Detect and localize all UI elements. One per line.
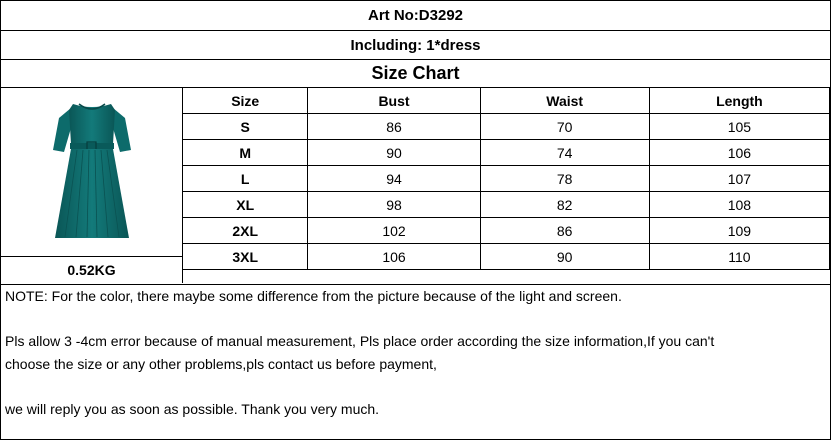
size-cell: 2XL xyxy=(183,218,308,244)
bust-cell: 106 xyxy=(308,244,480,270)
size-table xyxy=(182,87,830,270)
bust-cell: 102 xyxy=(308,218,480,244)
length-cell: 107 xyxy=(649,166,829,192)
size-cell: XL xyxy=(183,192,308,218)
length-cell: 109 xyxy=(649,218,829,244)
waist-cell: 78 xyxy=(480,166,649,192)
measurement-note-line2: choose the size or any other problems,pls contact us before payment, xyxy=(5,356,437,372)
weight-label: 0.52KG xyxy=(67,262,116,278)
bust-cell: 98 xyxy=(308,192,480,218)
header-length: Length xyxy=(649,88,829,114)
table-header-row xyxy=(183,88,830,114)
table-row xyxy=(183,114,830,140)
size-chart-title: Size Chart xyxy=(1,60,830,88)
size-cell: M xyxy=(183,140,308,166)
notes-section xyxy=(1,284,830,440)
table-row xyxy=(183,140,830,166)
length-cell: 110 xyxy=(649,244,829,270)
waist-cell: 70 xyxy=(480,114,649,140)
color-note: NOTE: For the color, there maybe some difference from the picture because of the light and screen. xyxy=(5,288,622,304)
including-line: Including: 1*dress xyxy=(1,31,830,60)
waist-cell: 86 xyxy=(480,218,649,244)
waist-cell: 90 xyxy=(480,244,649,270)
product-image-cell xyxy=(1,88,182,257)
header-size: Size xyxy=(183,88,308,114)
size-cell: S xyxy=(183,114,308,140)
art-number: Art No:D3292 xyxy=(1,1,830,31)
table-row xyxy=(183,192,830,218)
table-row xyxy=(183,218,830,244)
table-row xyxy=(183,244,830,270)
bust-cell: 86 xyxy=(308,114,480,140)
waist-cell: 82 xyxy=(480,192,649,218)
waist-cell: 74 xyxy=(480,140,649,166)
dress-image xyxy=(1,88,182,256)
measurement-note-line1: Pls allow 3 -4cm error because of manual measurement, Pls place order according the size information,If you can't xyxy=(5,333,715,349)
length-cell: 105 xyxy=(649,114,829,140)
bust-cell: 90 xyxy=(308,140,480,166)
reply-note: we will reply you as soon as possible. Thank you very much. xyxy=(5,401,380,417)
bust-cell: 94 xyxy=(308,166,480,192)
header-waist: Waist xyxy=(480,88,649,114)
table-row xyxy=(183,166,830,192)
header-bust: Bust xyxy=(308,88,480,114)
length-cell: 108 xyxy=(649,192,829,218)
size-cell: L xyxy=(183,166,308,192)
measurement-note xyxy=(1,330,830,376)
length-cell: 106 xyxy=(649,140,829,166)
size-cell: 3XL xyxy=(183,244,308,270)
